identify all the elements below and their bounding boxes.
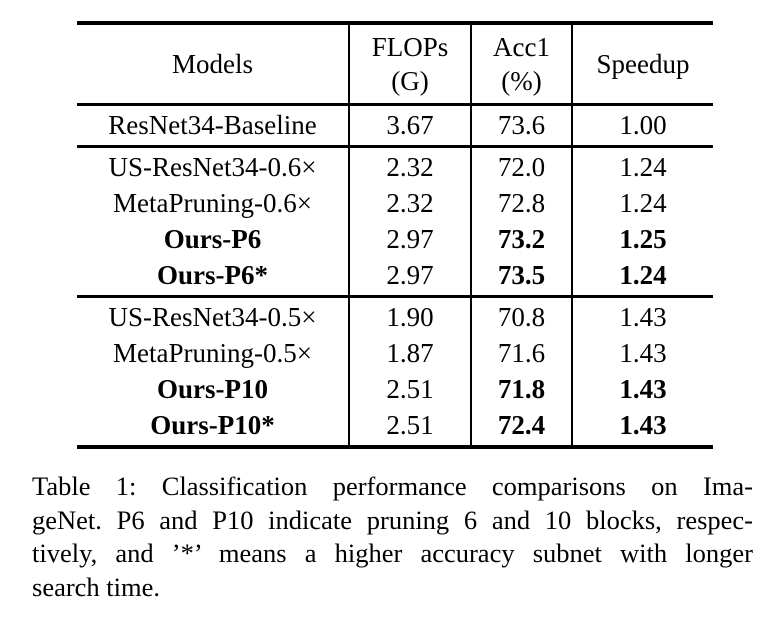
model-cell: Ours-P6 [163, 224, 262, 254]
col-header-flops [349, 23, 471, 105]
col-header-flops-line2: (G) [391, 66, 429, 96]
flops-cell: 1.87 [349, 335, 471, 371]
acc1-cell: 70.8 [471, 297, 572, 336]
flops-cell: 3.67 [349, 105, 471, 147]
acc1-cell: 71.8 [471, 371, 572, 407]
flops-cell: 2.32 [349, 185, 471, 221]
speedup-cell: 1.43 [572, 407, 713, 447]
caption-line: search time. [32, 571, 161, 602]
table-caption [32, 470, 753, 604]
table-row [77, 221, 713, 257]
model-cell: US-ResNet34-0.6× [108, 152, 317, 182]
flops-cell: 2.51 [349, 407, 471, 447]
speedup-cell: 1.00 [572, 105, 713, 147]
speedup-cell: 1.43 [572, 297, 713, 336]
col-header-acc1 [471, 23, 572, 105]
flops-cell: 2.51 [349, 371, 471, 407]
acc1-cell: 71.6 [471, 335, 572, 371]
caption-line: geNet. P6 and P10 indicate pruning 6 and 10 blocks, respec- [32, 504, 753, 535]
model-cell: Ours-P6* [77, 257, 349, 297]
col-header-acc1-line1: Acc1 [493, 32, 550, 62]
caption-line: Table 1: Classification performance comparisons on Ima- [32, 471, 753, 501]
table-row [77, 297, 713, 336]
flops-cell: 2.97 [349, 221, 471, 257]
table-row [77, 335, 713, 371]
col-header-models: Models [77, 23, 349, 105]
speedup-cell: 1.43 [572, 335, 713, 371]
section-baseline [77, 105, 713, 147]
speedup-cell: 1.24 [572, 185, 713, 221]
col-header-speedup: Speedup [572, 23, 713, 105]
speedup-cell: 1.24 [572, 147, 713, 186]
results-table [77, 21, 713, 449]
col-header-flops-line1: FLOPs [371, 32, 449, 62]
header-row [77, 23, 713, 105]
speedup-cell: 1.43 [572, 371, 713, 407]
acc1-cell: 72.4 [471, 407, 572, 447]
section-prune-10 [77, 297, 713, 448]
model-cell: US-ResNet34-0.5× [108, 302, 317, 332]
model-cell: Ours-P10* [150, 410, 275, 440]
speedup-cell: 1.25 [572, 221, 713, 257]
table-row [77, 371, 713, 407]
flops-cell: 2.97 [349, 257, 471, 297]
table-row [77, 407, 713, 447]
table-figure [77, 21, 713, 449]
table-header [77, 23, 713, 105]
table-row [77, 185, 713, 221]
acc1-cell: 73.6 [471, 105, 572, 147]
flops-cell: 1.90 [349, 297, 471, 336]
caption-line: tively, and ’*’ means a higher accuracy subnet with longer [32, 538, 753, 568]
section-prune-6 [77, 147, 713, 297]
speedup-cell: 1.24 [572, 257, 713, 297]
model-cell: MetaPruning-0.6× [113, 188, 312, 218]
model-cell: MetaPruning-0.5× [113, 338, 312, 368]
model-cell: Ours-P10 [157, 374, 268, 404]
table-row [77, 105, 713, 147]
table-row [77, 257, 713, 297]
acc1-cell: 72.0 [471, 147, 572, 186]
table-row [77, 147, 713, 186]
acc1-cell: 72.8 [471, 185, 572, 221]
model-cell: ResNet34-Baseline [77, 105, 349, 147]
acc1-cell: 73.5 [471, 257, 572, 297]
acc1-cell: 73.2 [471, 221, 572, 257]
col-header-acc1-line2: (%) [501, 66, 542, 96]
flops-cell: 2.32 [349, 147, 471, 186]
